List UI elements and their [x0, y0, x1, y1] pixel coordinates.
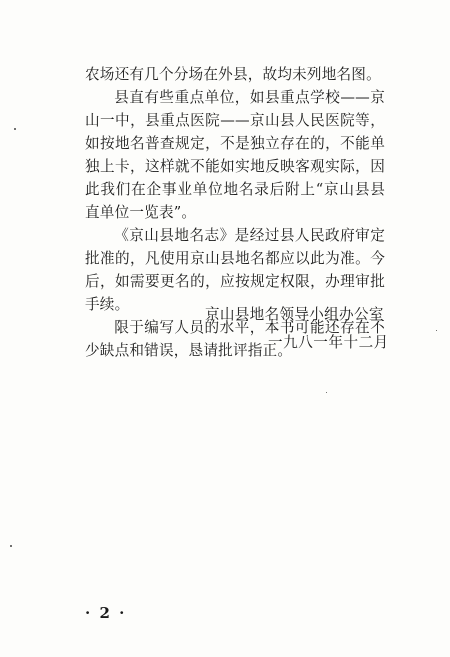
- paragraph-corrections-request: 限于编写人员的水平，本书可能还存在不少缺点和错误，恳请批评指正。: [85, 319, 385, 359]
- signature-date: 一九八一年十二月: [268, 334, 389, 351]
- page-number: · 2 ·: [85, 604, 127, 622]
- paragraph-key-units: 县直有些重点单位，如县重点学校——京山一中，县重点医院——京山县人民医院等，如按地名普查规定，不是独立存在的，不能单独上卡，这样就不能如实地反映客观实际，因此我们在企事业单位地名录后附上“京山县县直单位一览表”。: [85, 89, 385, 221]
- paragraph-continuation: 农场还有几个分场在外县，故均未列地名图。: [85, 66, 381, 83]
- scan-speck: [14, 128, 16, 130]
- scan-speck: [326, 392, 327, 393]
- scan-speck: [10, 545, 12, 547]
- paragraph-gazetteer-approval: 《京山县地名志》是经过县人民政府审定批准的，凡使用京山县地名都应以此为准。今后，如需要更名的，应按规定权限，办理审批手续。: [85, 227, 385, 313]
- signature-office: 京山县地名领导小组办公室: [205, 306, 384, 323]
- scan-speck: [436, 330, 437, 331]
